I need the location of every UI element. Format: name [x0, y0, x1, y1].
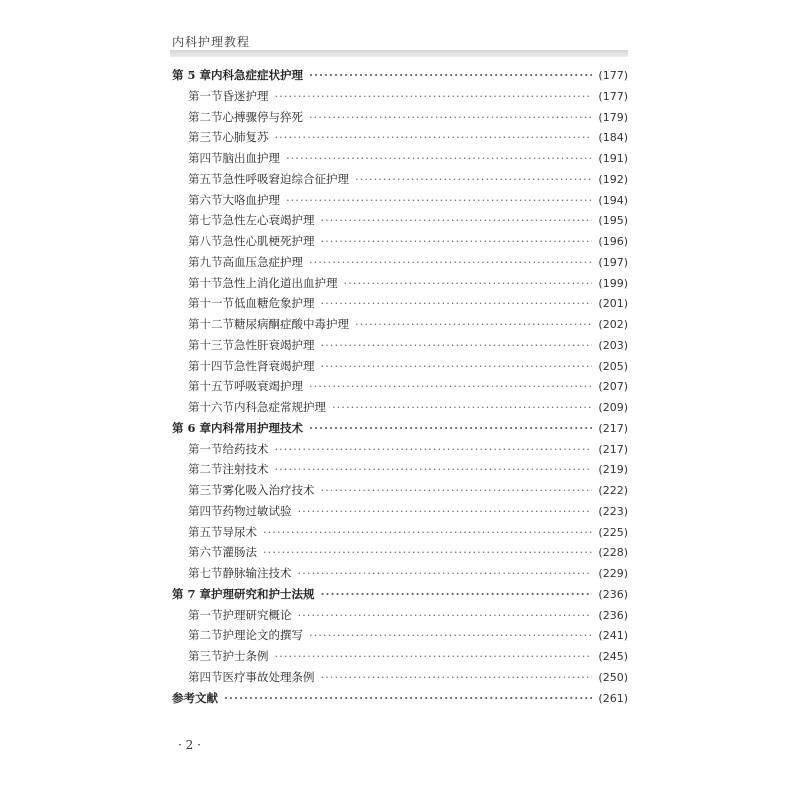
dot-leader	[309, 255, 592, 269]
toc-entry-number: 第七节	[188, 213, 223, 228]
toc-entry-number: 第四节	[188, 503, 223, 518]
dot-leader	[309, 379, 592, 393]
dot-leader	[309, 68, 592, 82]
toc-entry-title: 护士条例	[222, 649, 269, 663]
dot-leader	[321, 587, 593, 601]
toc-entry-number: 第五节	[188, 171, 223, 186]
dot-leader	[321, 338, 593, 352]
toc-entry-title: 药物过敏试验	[222, 503, 292, 518]
toc-section-row	[172, 461, 628, 482]
toc-entry-number: 第 7 章	[172, 586, 212, 601]
toc-chapter-row	[172, 420, 628, 441]
toc-entry-page: (199)	[598, 276, 628, 290]
dot-leader	[286, 151, 592, 165]
toc-entry-number: 第三节	[188, 649, 223, 663]
toc-entry-title: 护理论文的撰写	[222, 628, 303, 643]
toc-entry-number: 第十二节	[188, 317, 234, 331]
toc-section-row	[172, 627, 628, 648]
dot-leader	[321, 670, 593, 684]
toc-entry-title: 昏迷护理	[222, 88, 269, 103]
toc-entry-number: 第六节	[188, 192, 223, 207]
toc-entry-page: (184)	[598, 131, 628, 145]
toc-section-row	[172, 565, 628, 586]
toc-entry-number: 第五节	[188, 524, 223, 539]
toc-entry-title: 低血糖危象护理	[234, 296, 315, 311]
dot-leader	[332, 400, 592, 414]
toc-entry-title: 内科急症常规护理	[234, 400, 326, 414]
toc-entry-page: (261)	[598, 691, 628, 705]
toc-section-row	[172, 212, 628, 233]
toc-entry-page: (236)	[598, 587, 628, 601]
toc-entry-page: (202)	[598, 318, 628, 331]
toc-entry-number: 第九节	[188, 254, 223, 269]
toc-entry-title: 急性肾衰竭护理	[234, 358, 315, 373]
toc-entry-title: 护理研究概论	[222, 607, 292, 622]
dot-leader	[321, 213, 593, 227]
toc-entry-page: (203)	[598, 338, 628, 352]
toc-entry-page: (217)	[598, 442, 628, 456]
dot-leader	[344, 276, 593, 290]
toc-entry-page: (192)	[598, 172, 628, 186]
toc-entry-number: 第 5 章	[172, 68, 212, 82]
toc-entry-title: 大咯血护理	[222, 192, 280, 207]
toc-section-row	[172, 295, 628, 316]
dot-leader	[321, 234, 593, 248]
toc-entry-page: (222)	[598, 484, 628, 497]
toc-entry-page: (236)	[598, 608, 628, 622]
toc-section-row	[172, 503, 628, 524]
toc-entry-title: 灌肠法	[222, 545, 257, 560]
toc-entry-title: 导尿术	[222, 524, 257, 539]
toc-entry-title: 心搏骤停与猝死	[222, 109, 303, 124]
dot-leader	[263, 525, 592, 539]
toc-section-row	[172, 378, 628, 399]
toc-entry-number: 第十六节	[188, 400, 234, 414]
toc-entry-number: 第 6 章	[172, 420, 212, 435]
toc-entry-page: (209)	[598, 401, 628, 414]
toc-entry-page: (179)	[598, 110, 628, 124]
toc-entry-page: (201)	[598, 297, 628, 311]
toc-entry-page: (194)	[598, 193, 628, 207]
toc-entry-page: (225)	[598, 525, 628, 539]
toc-section-row	[172, 358, 628, 379]
dot-leader	[275, 89, 593, 103]
dot-leader	[275, 130, 593, 144]
toc-entry-title: 参考文献	[172, 690, 218, 705]
toc-entry-page: (245)	[598, 650, 628, 663]
page-number: · 2 ·	[178, 738, 201, 752]
toc-section-row	[172, 254, 628, 275]
toc-entry-title: 急性上消化道出血护理	[222, 275, 338, 290]
toc-section-row	[172, 129, 628, 150]
toc-chapter-row	[172, 586, 628, 607]
dot-leader	[298, 504, 593, 518]
toc-entry-number: 第二节	[188, 628, 223, 643]
toc-section-row	[172, 669, 628, 690]
toc-entry-title: 急性呼吸窘迫综合征护理	[222, 171, 349, 186]
toc-entry-number: 第七节	[188, 566, 223, 580]
toc-entry-title: 急性肝衰竭护理	[234, 337, 315, 352]
dot-leader	[321, 359, 593, 373]
dot-leader	[286, 193, 592, 207]
toc-section-row	[172, 275, 628, 296]
toc-entry-number: 第三节	[188, 130, 223, 145]
toc-section-row	[172, 441, 628, 462]
toc-entry-page: (207)	[598, 380, 628, 394]
toc-entry-number: 第二节	[188, 462, 223, 477]
toc-entry-title: 急性左心衰竭护理	[222, 213, 315, 228]
toc-entry-page: (229)	[598, 567, 628, 580]
toc-section-row	[172, 544, 628, 565]
table-of-contents	[172, 67, 628, 710]
toc-entry-number: 第十一节	[188, 296, 234, 311]
dot-leader	[298, 566, 593, 580]
toc-entry-title: 急性心肌梗死护理	[222, 234, 315, 248]
toc-entry-page: (196)	[598, 235, 628, 248]
toc-entry-page: (191)	[598, 152, 628, 165]
header-rule	[170, 50, 628, 57]
toc-entry-title: 呼吸衰竭护理	[234, 379, 303, 394]
toc-section-row	[172, 171, 628, 192]
dot-leader	[263, 545, 592, 559]
toc-entry-page: (177)	[598, 69, 628, 82]
toc-entry-page: (217)	[598, 421, 628, 435]
toc-entry-number: 第一节	[188, 607, 223, 622]
toc-entry-number: 第六节	[188, 545, 223, 560]
toc-entry-title: 注射技术	[222, 462, 269, 477]
toc-entry-page: (228)	[598, 546, 628, 560]
toc-chapter-row	[172, 690, 628, 711]
toc-entry-page: (195)	[598, 214, 628, 228]
dot-leader	[321, 296, 593, 310]
toc-entry-number: 第十三节	[188, 337, 234, 352]
dot-leader	[275, 649, 593, 663]
toc-entry-page: (223)	[598, 504, 628, 518]
toc-section-row	[172, 482, 628, 503]
toc-entry-number: 第四节	[188, 151, 223, 165]
toc-section-row	[172, 192, 628, 213]
toc-entry-number: 第四节	[188, 669, 223, 684]
toc-entry-page: (177)	[598, 89, 628, 103]
toc-entry-number: 第一节	[188, 88, 223, 103]
toc-entry-page: (219)	[598, 463, 628, 477]
toc-section-row	[172, 607, 628, 628]
toc-section-row	[172, 316, 628, 337]
toc-entry-number: 第一节	[188, 441, 223, 456]
toc-section-row	[172, 524, 628, 545]
dot-leader	[275, 442, 593, 456]
toc-section-row	[172, 648, 628, 669]
dot-leader	[355, 172, 592, 186]
toc-section-row	[172, 150, 628, 171]
toc-entry-title: 糖尿病酮症酸中毒护理	[234, 317, 349, 331]
toc-entry-title: 高血压急症护理	[222, 254, 303, 269]
toc-section-row	[172, 399, 628, 420]
toc-entry-number: 第十四节	[188, 358, 234, 373]
toc-entry-number: 第二节	[188, 109, 223, 124]
toc-entry-title: 内科常用护理技术	[211, 420, 304, 435]
dot-leader	[275, 462, 593, 476]
toc-entry-number: 第十节	[188, 275, 223, 290]
dot-leader	[321, 483, 593, 497]
toc-entry-title: 给药技术	[222, 441, 269, 456]
dot-leader	[309, 110, 592, 124]
toc-entry-title: 护理研究和护士法规	[211, 586, 315, 601]
dot-leader	[224, 691, 592, 705]
dot-leader	[309, 628, 592, 642]
toc-entry-page: (250)	[598, 670, 628, 684]
toc-entry-page: (205)	[598, 359, 628, 373]
toc-entry-number: 第八节	[188, 234, 223, 248]
toc-entry-number: 第三节	[188, 483, 223, 497]
toc-entry-page: (197)	[598, 255, 628, 269]
toc-entry-title: 医疗事故处理条例	[222, 669, 315, 684]
toc-section-row	[172, 109, 628, 130]
toc-section-row	[172, 233, 628, 254]
toc-entry-number: 第十五节	[188, 379, 234, 394]
dot-leader	[309, 421, 592, 435]
dot-leader	[298, 608, 593, 622]
toc-entry-page: (241)	[598, 629, 628, 643]
toc-entry-title: 内科急症症状护理	[211, 68, 304, 82]
toc-section-row	[172, 337, 628, 358]
toc-entry-title: 心肺复苏	[222, 130, 269, 145]
toc-chapter-row	[172, 67, 628, 88]
dot-leader	[355, 317, 592, 331]
toc-entry-title: 脑出血护理	[222, 151, 280, 165]
toc-entry-title: 雾化吸入治疗技术	[222, 483, 315, 497]
toc-entry-title: 静脉输注技术	[222, 566, 292, 580]
running-head: 内科护理教程	[172, 35, 251, 49]
toc-section-row	[172, 88, 628, 109]
